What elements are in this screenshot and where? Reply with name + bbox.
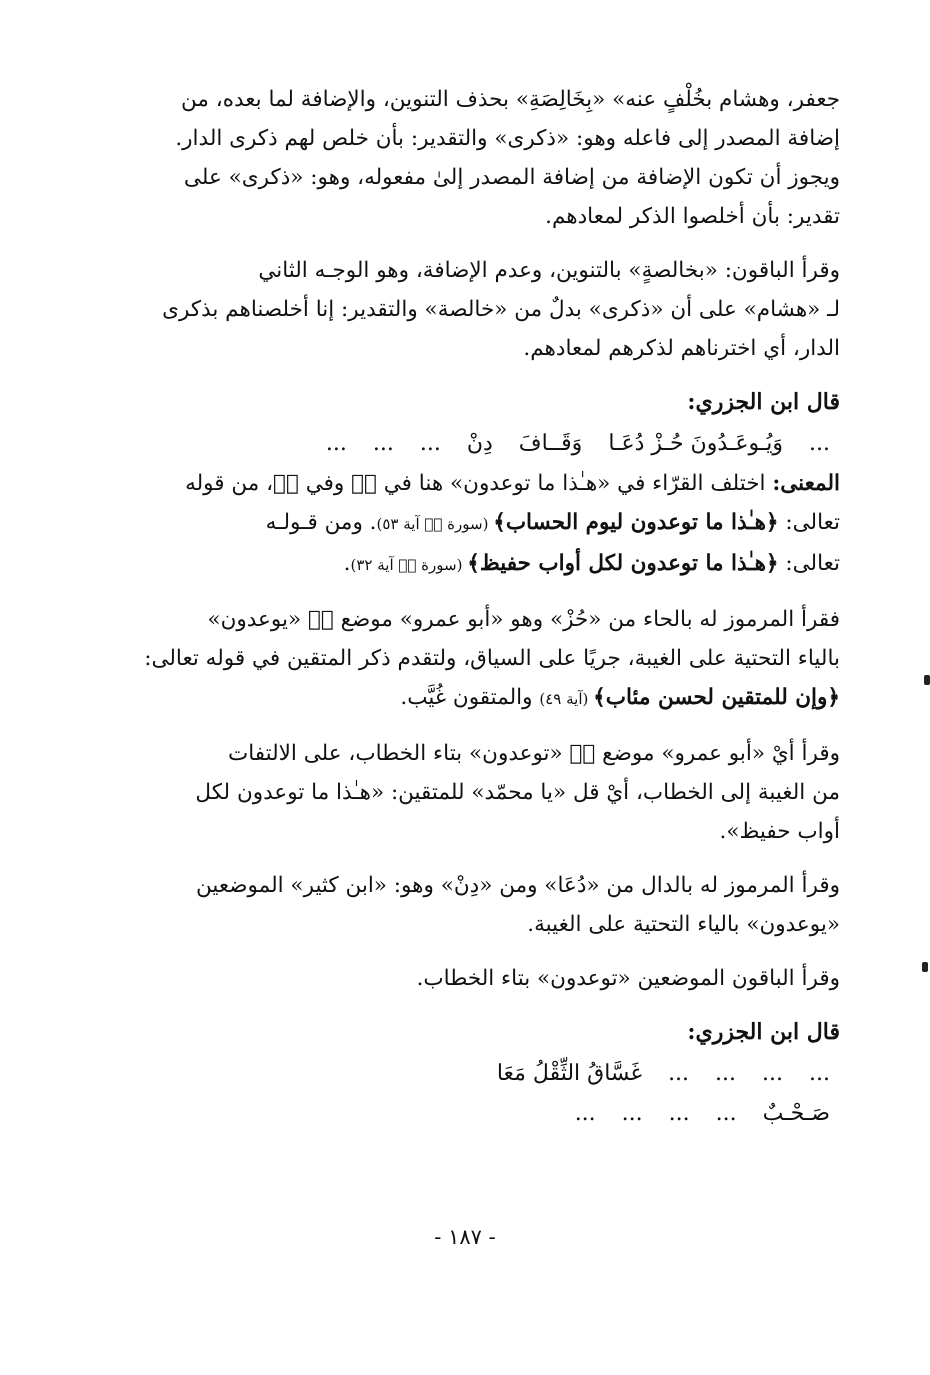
text-line: فقرأ المرموز له بالحاء من «حُزْ» وهو «أبو عمرو» موضع صۤ «يوعدون» (207, 607, 840, 632)
verse-part: غَسَّاقُ الثِّقْلُ مَعَا (496, 1061, 643, 1086)
text-line: وقرأ الباقون الموضعين «توعدون» بتاء الخطاب. (416, 966, 840, 991)
page-body (130, 80, 840, 1134)
text-line: أواب حفيظ». (719, 819, 840, 844)
text-line: جعفر، وهشام بخُلْفٍ عنه» «بِخَالِصَةِ» بحذف التنوين، والإضافة لما بعده، من (181, 87, 840, 112)
verse-part: وَقَــافَ (518, 431, 583, 456)
verse-part: ... (325, 431, 347, 456)
text-line (130, 678, 840, 719)
text-span: تعالى: (778, 510, 840, 535)
verse-part: وَيُـوعَـدُونَ حُـزْ دُعَـا (608, 431, 784, 456)
scan-speck (922, 962, 928, 972)
verse-part: ... (762, 1061, 784, 1086)
text-line (130, 503, 840, 544)
verse-part: ... (419, 431, 441, 456)
verse-part: ... (372, 431, 394, 456)
citation: (آية ٤٩) (539, 690, 594, 708)
verse-part: ... (668, 1101, 690, 1126)
text-line: بالياء التحتية على الغيبة، جريًا على السياق، ولتقدم ذكر المتقين في قوله تعالى: (144, 646, 840, 671)
quran-quote: ﴿هـٰذا ما توعدون ليوم الحساب﴾ (493, 510, 779, 535)
text-line: وقرأ أيْ «أبو عمرو» موضع قۤ «توعدون» بتاء الخطاب، على الالتفات (227, 741, 840, 766)
text-line: الدار، أي اخترناهم لذكرهم لمعادهم. (523, 336, 840, 361)
verse-part: ... (809, 1061, 830, 1086)
verse-part: ... (574, 1101, 596, 1126)
text-line: ويجوز أن تكون الإضافة من إضافة المصدر إلىٰ مفعوله، وهو: «ذكرى» على (183, 165, 840, 190)
verse-part: صَـحْـبٌ (762, 1101, 830, 1126)
quran-quote: ﴿وإن للمتقين لحسن مئاب﴾ (593, 685, 840, 710)
verse-part: ... (715, 1101, 737, 1126)
citation: (سورة صۤ آية ٥٣) (376, 515, 494, 533)
verse-line (130, 424, 840, 464)
verse-part: ... (668, 1061, 690, 1086)
text-line: وقرأ المرموز له بالدال من «دُعَا» ومن «دِنْ» وهو: «ابن كثير» الموضعين (196, 873, 840, 898)
page-number: - ١٨٧ - (434, 1225, 496, 1249)
text-line (130, 544, 840, 585)
text-span: تعالى: (778, 551, 840, 576)
text-line: لـ «هشام» على أن «ذكرى» بدلٌ من «خالصة» والتقدير: إنا أخلصناهم بذكرى (162, 297, 840, 322)
section-heading: قال ابن الجزري: (687, 389, 840, 415)
text-line: إضافة المصدر إلى فاعله وهو: «ذكرى» والتقدير: بأن خلص لهم ذكرى الدار. (175, 126, 840, 151)
verse-line (130, 1054, 840, 1094)
text-span: والمتقون غُيَّب. (400, 685, 540, 710)
paragraph-4 (130, 600, 840, 719)
text-line: «يوعدون» بالياء التحتية على الغيبة. (527, 912, 840, 937)
verse-line (130, 1094, 840, 1134)
text-line (130, 464, 840, 503)
paragraph-7 (130, 959, 840, 998)
text-line: من الغيبة إلى الخطاب، أيْ قل «يا محمّد» للمتقين: «هـٰذا ما توعدون لكل (195, 780, 840, 805)
text-span: . ومن قـولـه (265, 510, 377, 535)
text-span: . (343, 551, 351, 576)
verse-part: ... (621, 1101, 643, 1126)
citation: (سورة قۤ آية ٣٢) (350, 556, 468, 574)
text-line: وقرأ الباقون: «بخالصةٍ» بالتنوين، وعدم الإضافة، وهو الوجـه الثاني (258, 258, 840, 283)
paragraph-6 (130, 866, 840, 944)
scan-speck (924, 675, 930, 685)
section-heading: قال ابن الجزري: (687, 1019, 840, 1045)
paragraph-1 (130, 80, 840, 236)
paragraph-5 (130, 734, 840, 851)
verse-part: ... (809, 431, 830, 456)
quran-quote: ﴿هـٰذا ما توعدون لكل أواب حفيظ﴾ (467, 551, 779, 576)
text-line: تقدير: بأن أخلصوا الذكر لمعادهم. (545, 204, 840, 229)
meaning-label: المعنى: (772, 471, 840, 496)
verse-part: دِنْ (466, 431, 493, 456)
text-span: اختلف القرّاء في «هـٰذا ما توعدون» هنا في صۤ وفي قۤ، من قوله (185, 471, 766, 496)
paragraph-2 (130, 251, 840, 368)
paragraph-meaning (130, 464, 840, 585)
verse-part: ... (715, 1061, 737, 1086)
